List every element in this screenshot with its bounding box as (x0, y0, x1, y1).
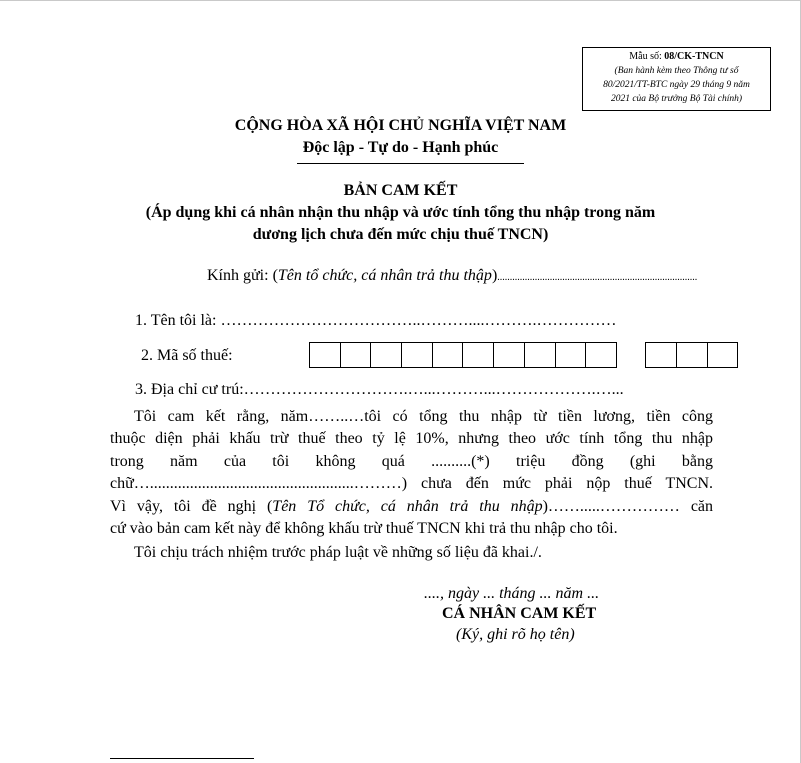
tax-code-box[interactable] (309, 342, 341, 368)
signature-title: CÁ NHÂN CAM KẾT (442, 605, 597, 622)
tax-code-box[interactable] (340, 342, 372, 368)
commitment-line5 (110, 496, 713, 518)
tax-code-boxes-suffix[interactable] (645, 342, 738, 368)
commitment-paragraph (110, 406, 713, 540)
nation-heading: CỘNG HÒA XÃ HỘI CHỦ NGHĨA VIỆT NAM (234, 117, 567, 134)
signature-date: ...., ngày ... tháng ... năm ... (424, 585, 600, 602)
greeting-recipient: Tên tổ chức, cá nhân trả thu thập (277, 267, 492, 284)
form-note-line3: 2021 của Bộ trưởng Bộ Tài chính) (610, 94, 743, 104)
commitment-line4: chữ…...................................................………) chưa đến mức phải nộp thuế TNCN. (110, 475, 713, 493)
document-title: BẢN CAM KẾT (343, 182, 458, 199)
tax-code-box[interactable] (493, 342, 525, 368)
commitment-line1: Tôi cam kết rằng, năm……..…tôi có tổng thu nhập từ tiền lương, tiền công (134, 408, 713, 425)
form-code-line (583, 49, 770, 64)
tax-code-boxes-main[interactable] (309, 342, 617, 368)
commitment-line2: thuộc diện phải khấu trừ thuế theo tỷ lệ 10%, nhưng theo ước tính tổng thu nhập (110, 430, 713, 448)
address-field[interactable]: 3. Địa chỉ cư trú:………………………….…...………...……………….…... (135, 381, 624, 398)
form-note-line2: 80/2021/TT-BTC ngày 29 tháng 9 năm (603, 80, 750, 90)
tax-code-box[interactable] (585, 342, 617, 368)
tax-code-box[interactable] (555, 342, 587, 368)
footnote-separator (110, 758, 254, 759)
tax-code-box[interactable] (432, 342, 464, 368)
tax-code-label: 2. Mã số thuế: (141, 347, 233, 364)
form-note-line1: (Ban hành kèm theo Thông tư số (614, 66, 739, 76)
form-number-box (582, 47, 771, 111)
commitment-line6: cứ vào bản cam kết này để không khấu trừ thuế TNCN khi trả thu nhập cho tôi. (110, 520, 618, 538)
form-code-label: Mẫu số: (629, 51, 665, 62)
document-subtitle-line1: (Áp dụng khi cá nhân nhận thu nhập và ước tính tổng thu nhập trong năm (145, 204, 656, 221)
form-code: 08/CK-TNCN (664, 51, 724, 62)
tax-code-box[interactable] (401, 342, 433, 368)
motto-underline (297, 163, 524, 164)
name-field[interactable]: 1. Tên tôi là: ………………………………..………....……….…………… (135, 312, 617, 329)
commitment-line5-prefix: Vì vậy, tôi đề nghị ( (110, 497, 273, 515)
tax-code-box[interactable] (370, 342, 402, 368)
greeting-prefix: Kính gửi: ( (207, 267, 278, 284)
motto-heading: Độc lập - Tự do - Hạnh phúc (302, 139, 499, 156)
greeting-dots: ................................................................................ (497, 272, 698, 283)
greeting-suffix: ) (491, 267, 498, 284)
commitment-line5-suffix: )…….....…………… căn (542, 497, 714, 515)
responsibility-statement: Tôi chịu trách nhiệm trước pháp luật về những số liệu đã khai./. (134, 544, 542, 561)
tax-code-box[interactable] (524, 342, 556, 368)
document-subtitle-line2: dương lịch chưa đến mức chịu thuế TNCN) (252, 226, 549, 243)
tax-code-box[interactable] (462, 342, 494, 368)
greeting-line (207, 267, 697, 285)
commitment-line3: trong năm của tôi không quá ..........(*) triệu đồng (ghi bằng (110, 452, 713, 470)
signature-note: (Ký, ghi rõ họ tên) (456, 626, 575, 643)
tax-code-box[interactable] (676, 342, 708, 368)
page-edge-top (0, 0, 801, 1)
tax-code-box[interactable] (645, 342, 677, 368)
tax-code-box[interactable] (707, 342, 739, 368)
commitment-line5-payer: Tên Tổ chức, cá nhân trả thu nhập (272, 497, 543, 515)
